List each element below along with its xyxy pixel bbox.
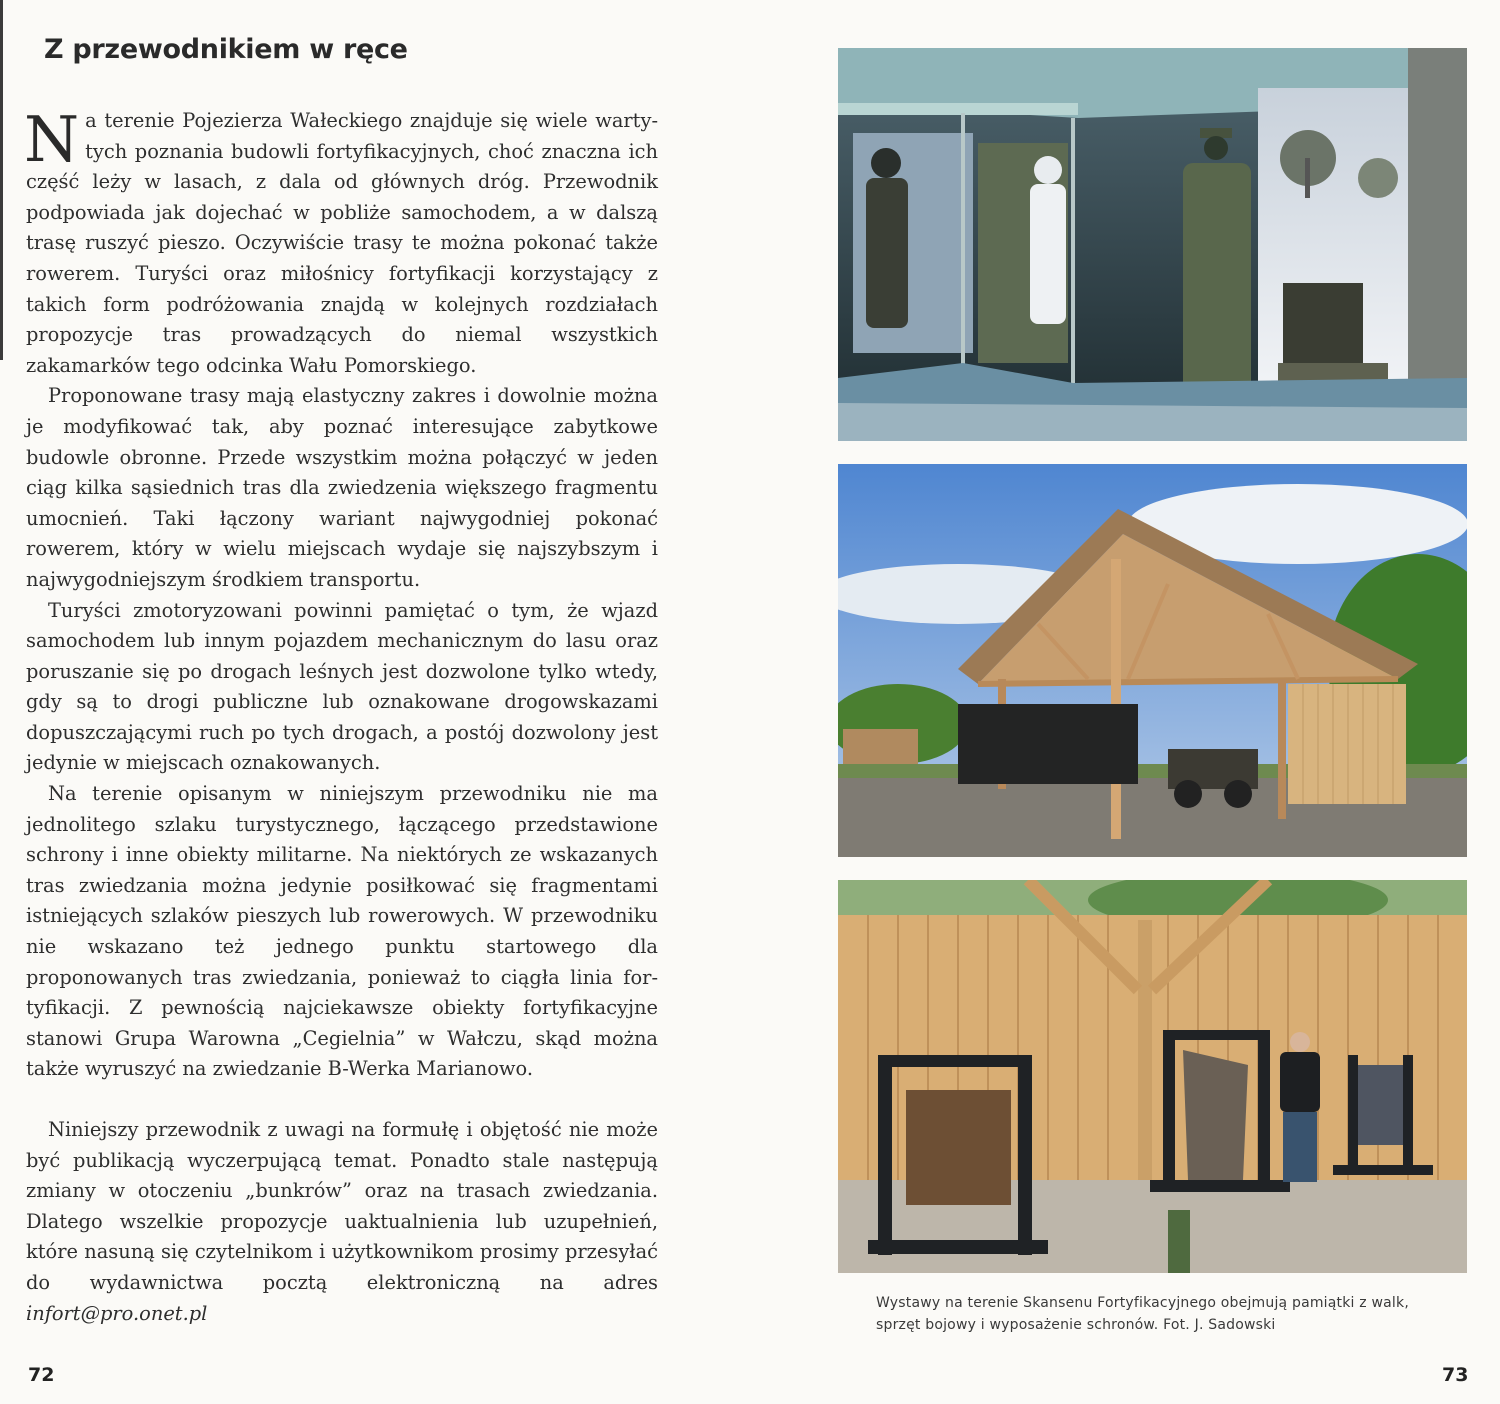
photo-museum-display (838, 48, 1467, 441)
photo-wooden-shed (838, 464, 1467, 857)
page-number-left: 72 (28, 1364, 55, 1386)
paragraph-3: Turyści zmotoryzowani powinni pamiętać o tym, że wjazd samochodem lub innym pojazdem mechanicznym do lasu oraz poruszanie się po drogach leśnych jest dozwolone tylko wtedy, gdy są to drogi publiczne lub oznakowane drogowskazami dopuszczającymi ruch po tych drogach, a postój dozwolony jest jedynie w miejscach oznakowanych. (26, 598, 658, 775)
paragraph-1 (24, 103, 658, 381)
page-number-right: 73 (1442, 1364, 1469, 1386)
paragraph-5-text: Niniejszy przewodnik z uwagi na formułę i objętość nie może być publikacją wyczerpującą temat. Ponadto stale następują zmiany w otoczeniu „bunkrów” oraz na trasach zwiedzania. Dlatego wszelkie propozycje uaktualnienia lub uzupełnień, które nasuną się czytelnikom i użytkownikom prosimy przesyłać do wydawnictwa pocztą elektroniczną na adres (26, 1118, 658, 1294)
page-title: Z przewodnikiem w ręce (44, 34, 408, 65)
page-edge-shadow (0, 0, 3, 360)
paragraph-2: Proponowane trasy mają elastyczny zakres i dowolnie można je modyfikować tak, aby poznać interesujące zabytkowe budowle obronne. Przede wszystkim można połączyć w jeden ciąg kilka sąsiednich tras dla zwiedzenia większego fragmentu umocnień. Taki łączony wariant najwygodniej pokonać rowerem, który w wielu miejscach wydaje się najszybszym i najwygodniejszym środkiem transportu. (26, 384, 658, 591)
paragraph-4: Na terenie opisanym w niniejszym przewodniku nie ma jednolitego szlaku turystycznego, łączącego przedstawione schrony i inne obiekty militarne. Na niektórych ze wskazanych tras zwiedzania można jedynie posiłkować się fragmentami istniejących szlaków pieszych lub rowerowych. W przewodniku nie wskazano też jednego punktu startowego dla proponowanych tras zwiedzania, ponieważ to ciągła linia fortyfikacji. Z pewnością najciekawsze obiekty fortyfikacyjne stanowi Grupa Warowna „Cegielnia” w Wałczu, skąd można także wyruszyć na zwiedzanie B-Werka Marianowo. (26, 782, 658, 1081)
drop-cap: N (24, 103, 80, 176)
paragraph-5 (26, 1115, 658, 1329)
article-body (24, 103, 658, 1329)
photo-caption: Wystawy na terenie Skansenu Fortyfikacyjnego obejmują pamiątki z walk, sprzęt bojowy i wyposażenie schronów. Fot. J. Sadowski (876, 1295, 1409, 1333)
email-address: infort@pro.onet.pl (26, 1301, 208, 1325)
paragraph-1-text: a terenie Pojezierza Wałeckiego znajduje się wiele wartytych poznania budowli fortyfikacyjnych, choć znaczna ich część leży w lasach, z dala od głównych dróg. Przewodnik podpowiada jak dojechać w pobliże samochodem, a w dalszą trasę ruszyć pieszo. Oczywiście trasy te można pokonać także rowerem. Turyści oraz miłośnicy fortyfikacji korzystający z takich form podróżowania znajdą w kolejnych rozdziałach propozycje tras prowadzących do niemal wszystkich zakamarków tego odcinka Wału Pomorskiego. (26, 109, 658, 377)
photo-armored-doors (838, 880, 1467, 1273)
